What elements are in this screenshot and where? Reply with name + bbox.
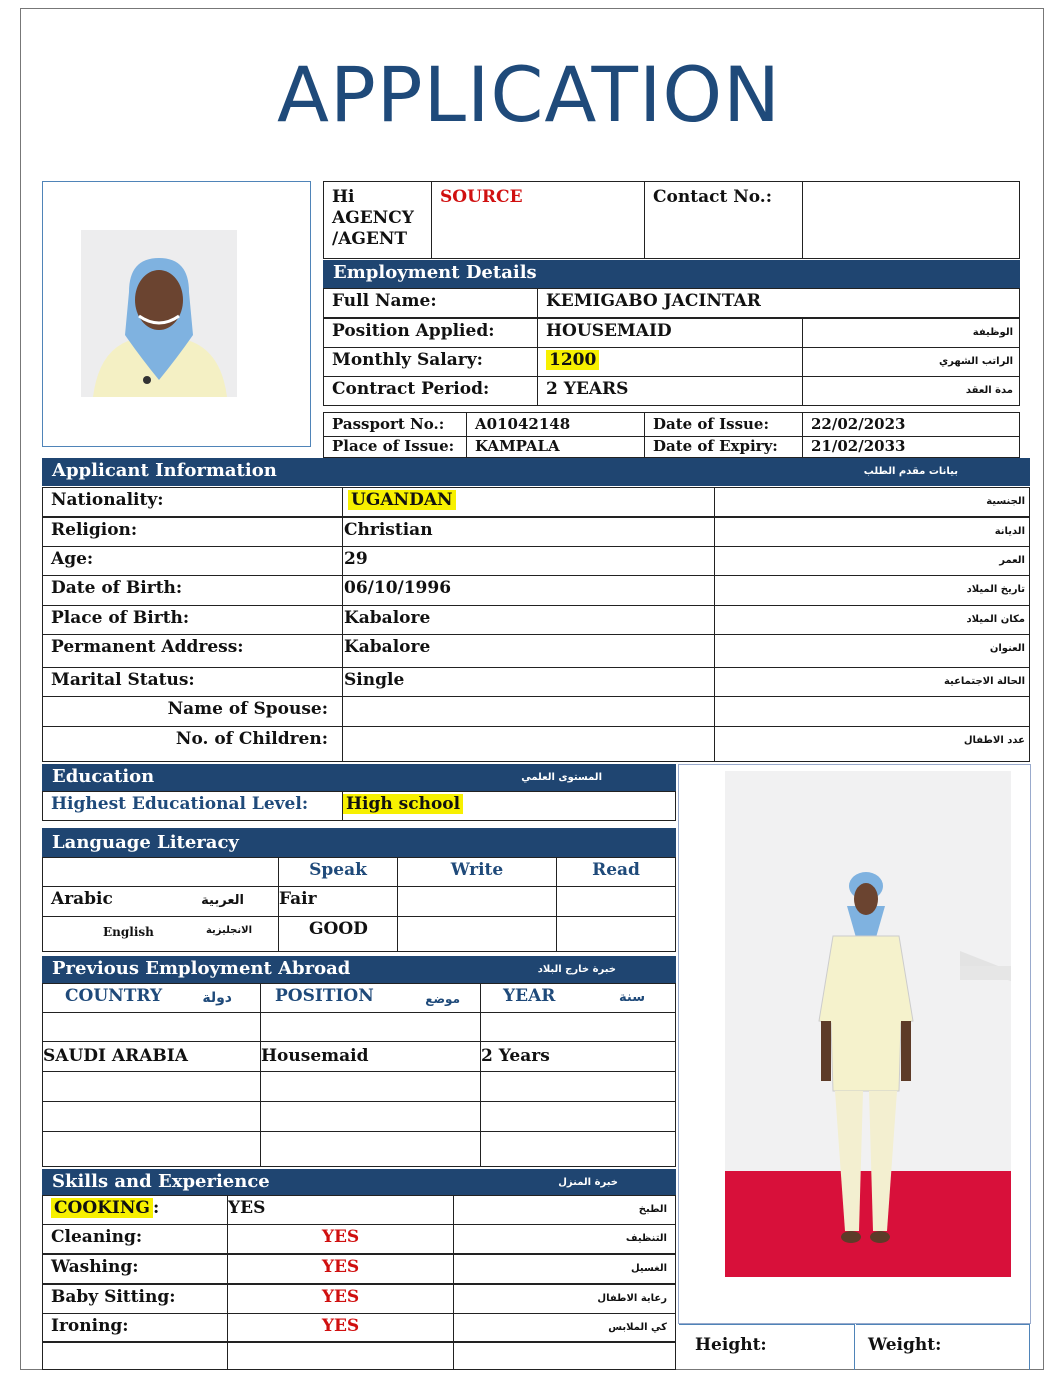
skill-label-cell <box>42 1284 228 1314</box>
skill-value: YES <box>227 1313 454 1343</box>
previous-year <box>480 1101 676 1132</box>
applicant-row-label: Name of Spouse: <box>42 696 343 727</box>
education-level-cell <box>342 791 676 821</box>
skill-label: COOKING <box>51 1198 153 1218</box>
skill-label: Washing: <box>51 1257 139 1277</box>
skill-arabic: الطبخ <box>638 1204 667 1215</box>
skill-arabic: الغسيل <box>630 1263 667 1274</box>
previous-employment-header-label: Previous Employment Abroad <box>52 958 351 979</box>
arabic-read <box>556 886 676 917</box>
applicant-row-value-cell <box>342 517 715 547</box>
previous-position <box>260 1101 481 1132</box>
applicant-header <box>42 458 1030 486</box>
education-level-value: High school <box>343 794 463 814</box>
english-language-cell <box>42 916 279 952</box>
applicant-row-label: No. of Children: <box>42 726 343 762</box>
applicant-row-value: 06/10/1996 <box>344 578 452 598</box>
applicant-row-arabic: تاريخ الميلاد <box>966 584 1025 595</box>
applicant-row-value-cell <box>342 605 715 635</box>
agency-label-line2: AGENCY <box>332 208 414 228</box>
place-of-issue-value: KAMPALA <box>466 436 645 458</box>
agency-label-line1: Hi <box>332 187 355 207</box>
height-label: Height: <box>679 1324 855 1370</box>
applicant-row-arabic: الجنسية <box>986 496 1025 507</box>
position-arabic-label: الوظيفة <box>972 327 1013 338</box>
education-header <box>42 764 676 791</box>
applicant-row-value: 29 <box>344 549 368 569</box>
applicant-row-arabic-cell <box>714 487 1030 517</box>
english-speak: GOOD <box>278 916 398 952</box>
applicant-row-arabic-cell <box>714 605 1030 635</box>
arabic-language-name: Arabic <box>51 889 113 909</box>
salary-arabic-label: الراتب الشهري <box>939 356 1013 367</box>
position-arabic-cell <box>802 318 1020 348</box>
position-column-arabic: موضع <box>425 992 460 1006</box>
applicant-row-arabic: الحالة الاجتماعية <box>943 676 1025 687</box>
page-title: APPLICATION <box>276 50 782 139</box>
applicant-row-value-cell <box>342 546 715 576</box>
applicant-row-value-cell <box>342 667 715 697</box>
applicant-row-arabic-cell <box>714 575 1030 606</box>
contract-label: Contract Period: <box>323 376 538 406</box>
year-column-label: YEAR <box>503 986 556 1006</box>
issue-date-value: 22/02/2023 <box>802 412 1020 437</box>
applicant-row-arabic-cell <box>714 546 1030 576</box>
position-value: HOUSEMAID <box>537 318 803 348</box>
country-column-header <box>42 983 261 1013</box>
education-header-label: Education <box>52 766 155 787</box>
skill-value: YES <box>227 1195 454 1225</box>
skills-header-label: Skills and Experience <box>52 1171 270 1192</box>
position-label: Position Applied: <box>323 318 538 348</box>
write-column-header: Write <box>397 857 557 887</box>
applicant-row-arabic-cell <box>714 667 1030 697</box>
applicant-row-label: Date of Birth: <box>42 575 343 606</box>
arabic-write <box>397 886 557 917</box>
previous-position <box>260 1131 481 1167</box>
expiry-date-value: 21/02/2033 <box>802 436 1020 458</box>
education-level-label: Highest Educational Level: <box>42 791 343 821</box>
applicant-row-value: Kabalore <box>344 608 431 628</box>
skill-empty-cell <box>453 1341 676 1370</box>
applicant-row-label: Permanent Address: <box>42 634 343 668</box>
applicant-header-arabic: بيانات مقدم الطلب <box>863 466 958 477</box>
portrait-photo-frame <box>42 181 311 447</box>
applicant-row-arabic: العنوان <box>989 643 1025 654</box>
country-column-arabic: دولة <box>202 990 232 1006</box>
salary-value: 1200 <box>546 350 599 370</box>
applicant-row-arabic: الديانة <box>994 526 1025 537</box>
skills-header-arabic: خبرة المنزل <box>558 1177 618 1188</box>
contract-arabic-cell <box>802 376 1020 406</box>
applicant-row-value: Single <box>344 670 405 690</box>
full-name-label: Full Name: <box>323 288 538 318</box>
skill-label-cell <box>42 1313 228 1343</box>
skill-arabic: رعاية الاطفال <box>597 1293 667 1304</box>
previous-country <box>42 1012 261 1042</box>
position-column-header <box>260 983 481 1013</box>
applicant-row-arabic-cell <box>714 726 1030 762</box>
english-language-name: English <box>103 925 154 939</box>
applicant-row-arabic-cell <box>714 696 1030 727</box>
arabic-language-arabic: العربية <box>201 893 244 908</box>
skill-empty-cell <box>42 1341 228 1370</box>
skill-value: YES <box>227 1284 454 1314</box>
previous-position <box>260 1012 481 1042</box>
applicant-header-label: Applicant Information <box>52 460 277 481</box>
applicant-row-value: UGANDAN <box>348 490 456 510</box>
year-column-header <box>480 983 676 1013</box>
passport-no-value: A01042148 <box>466 412 645 437</box>
applicant-row-arabic: العمر <box>999 555 1025 566</box>
expiry-date-label: Date of Expiry: <box>644 436 803 458</box>
previous-year <box>480 1071 676 1102</box>
position-column-label: POSITION <box>275 986 374 1006</box>
previous-country <box>42 1071 261 1102</box>
issue-date-label: Date of Issue: <box>644 412 803 437</box>
skill-label-cell: COOKING : <box>42 1195 228 1225</box>
skill-arabic-cell <box>453 1224 676 1254</box>
skill-arabic-cell <box>453 1284 676 1314</box>
contact-value <box>802 181 1020 259</box>
language-header: Language Literacy <box>42 828 676 858</box>
agency-label-line3: /AGENT <box>332 229 408 249</box>
skills-header <box>42 1169 676 1196</box>
full-body-photo <box>725 771 1011 1277</box>
applicant-row-label: Religion: <box>42 517 343 547</box>
weight-label: Weight: <box>856 1324 1030 1370</box>
place-of-issue-label: Place of Issue: <box>323 436 467 458</box>
read-column-header: Read <box>556 857 676 887</box>
applicant-row-arabic-cell <box>714 634 1030 668</box>
skill-label-cell <box>42 1224 228 1254</box>
applicant-row-value-cell <box>342 696 715 727</box>
skill-arabic-cell <box>453 1254 676 1284</box>
previous-country <box>42 1101 261 1132</box>
contract-value: 2 YEARS <box>537 376 803 406</box>
source-value: SOURCE <box>431 181 645 259</box>
applicant-row-arabic-cell <box>714 517 1030 547</box>
skill-label: Baby Sitting: <box>51 1287 176 1307</box>
contract-arabic-label: مدة العقد <box>965 385 1013 396</box>
salary-arabic-cell <box>802 347 1020 377</box>
passport-no-label: Passport No.: <box>323 412 467 437</box>
previous-country: SAUDI ARABIA <box>42 1041 261 1072</box>
previous-country <box>42 1131 261 1167</box>
salary-label: Monthly Salary: <box>323 347 538 377</box>
portrait-photo <box>81 230 237 397</box>
applicant-row-label: Nationality: <box>42 487 343 517</box>
skill-arabic: كي الملابس <box>608 1322 667 1333</box>
applicant-row-value: Christian <box>344 520 433 540</box>
employment-header: Employment Details <box>323 260 1020 288</box>
country-column-label: COUNTRY <box>65 986 163 1006</box>
applicant-row-label: Marital Status: <box>42 667 343 697</box>
applicant-row-value: Kabalore <box>344 637 431 657</box>
salary-cell <box>537 347 803 377</box>
applicant-row-arabic: مكان الميلاد <box>966 614 1025 625</box>
previous-year <box>480 1131 676 1167</box>
skill-label: Ironing: <box>51 1316 129 1336</box>
skill-value: YES <box>227 1254 454 1284</box>
previous-employment-header-arabic: خبرة خارج البلاد <box>537 964 616 975</box>
full-name-value: KEMIGABO JACINTAR <box>537 288 1020 318</box>
agency-label <box>323 181 432 259</box>
applicant-row-label: Place of Birth: <box>42 605 343 635</box>
skill-arabic-cell <box>453 1195 676 1225</box>
applicant-row-label: Age: <box>42 546 343 576</box>
skill-label-cell <box>42 1254 228 1284</box>
previous-position <box>260 1071 481 1102</box>
applicant-row-value-cell <box>342 634 715 668</box>
skill-label: Cleaning: <box>51 1227 143 1247</box>
language-corner-cell <box>42 857 279 887</box>
previous-year <box>480 1012 676 1042</box>
arabic-language-cell <box>42 886 279 917</box>
skill-value: YES <box>227 1224 454 1254</box>
skill-arabic: التنظيف <box>625 1233 667 1244</box>
contact-label: Contact No.: <box>644 181 803 259</box>
english-read <box>556 916 676 952</box>
applicant-row-value-cell <box>342 575 715 606</box>
previous-year: 2 Years <box>480 1041 676 1072</box>
speak-column-header: Speak <box>278 857 398 887</box>
skill-empty-cell <box>227 1341 454 1370</box>
arabic-speak: Fair <box>278 886 398 917</box>
education-header-arabic: المستوى العلمي <box>521 772 602 783</box>
applicant-row-value-cell <box>342 726 715 762</box>
year-column-arabic: سنة <box>619 990 645 1005</box>
skill-arabic-cell <box>453 1313 676 1343</box>
applicant-row-arabic: عدد الاطفال <box>963 735 1025 746</box>
english-write <box>397 916 557 952</box>
applicant-row-value-cell <box>342 487 715 517</box>
previous-employment-header <box>42 956 676 984</box>
english-language-arabic: الانجليزية <box>205 925 252 936</box>
previous-position: Housemaid <box>260 1041 481 1072</box>
